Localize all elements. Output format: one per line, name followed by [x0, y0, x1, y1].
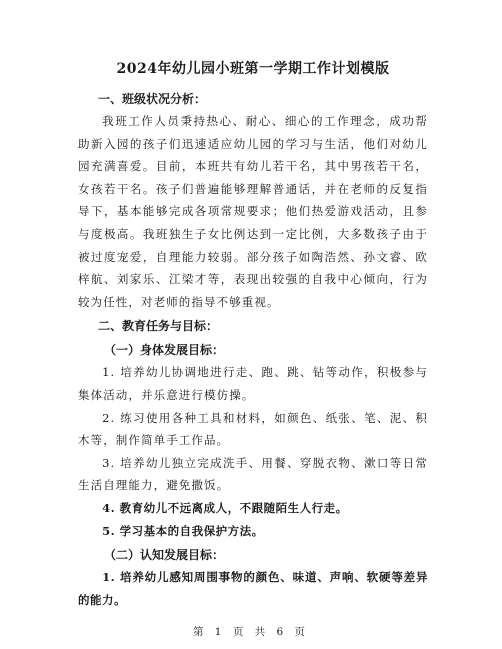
document-body — [78, 58, 428, 611]
section-heading-education-goals: 二、教育任务与目标： — [98, 319, 219, 334]
subsection-heading-physical: （一）身体发展目标： — [104, 343, 225, 358]
list-item-physical-1: 1. 培养幼儿协调地进行走、跑、跳、钻等动作，积极参与集体活动，并乐意进行模仿操。 — [78, 365, 428, 402]
document-title: 2024年幼儿园小班第一学期工作计划模版 — [116, 61, 390, 77]
subsection-heading-cognitive: （二）认知发展目标： — [104, 548, 225, 563]
page-indicator: 第 1 页 共 6 页 — [192, 626, 310, 638]
list-item-physical-2: 2. 练习使用各种工具和材料，如颜色、纸张、笔、泥、积木等，制作简单手工作品。 — [78, 410, 428, 448]
list-item-physical-5: 5. 学习基本的自我保护方法。 — [102, 523, 264, 538]
list-item-cognitive-1: 1. 培养幼儿感知周围事物的颜色、味道、声响、软硬等差异的能力。 — [78, 570, 428, 607]
list-item-physical-3: 3. 培养幼儿独立完成洗手、用餐、穿脱衣物、漱口等日常生活自理能力，避免撒饭。 — [78, 455, 428, 493]
section-heading-class-analysis: 一、班级状况分析： — [98, 92, 207, 106]
paragraph-class-analysis: 我班工作人员秉持热心、耐心、细心的工作理念，成功帮助新入园的孩子们迅速适应幼儿园的学习与生活，他们对幼儿园充满喜爱。目前，本班共有幼儿若干名，其中男孩若干名，女孩若干名。孩子们普遍能够理解普通话，并在老师的反复指导下，基本能够完成各项常规要求；他们热爱游戏活动，且参与度极高。我班独生子女比例达到一定比例，大多数孩子由于被过度宠爱，自理能力较弱。部分孩子如陶浩然、孙文睿、欧梓航、刘家乐、江梁才等，表现出较强的自我中心倾向，行为较为任性，对老师的指导不够重视。 — [78, 114, 428, 309]
list-item-physical-4: 4. 教育幼儿不远离成人，不跟随陌生人行走。 — [102, 500, 348, 515]
